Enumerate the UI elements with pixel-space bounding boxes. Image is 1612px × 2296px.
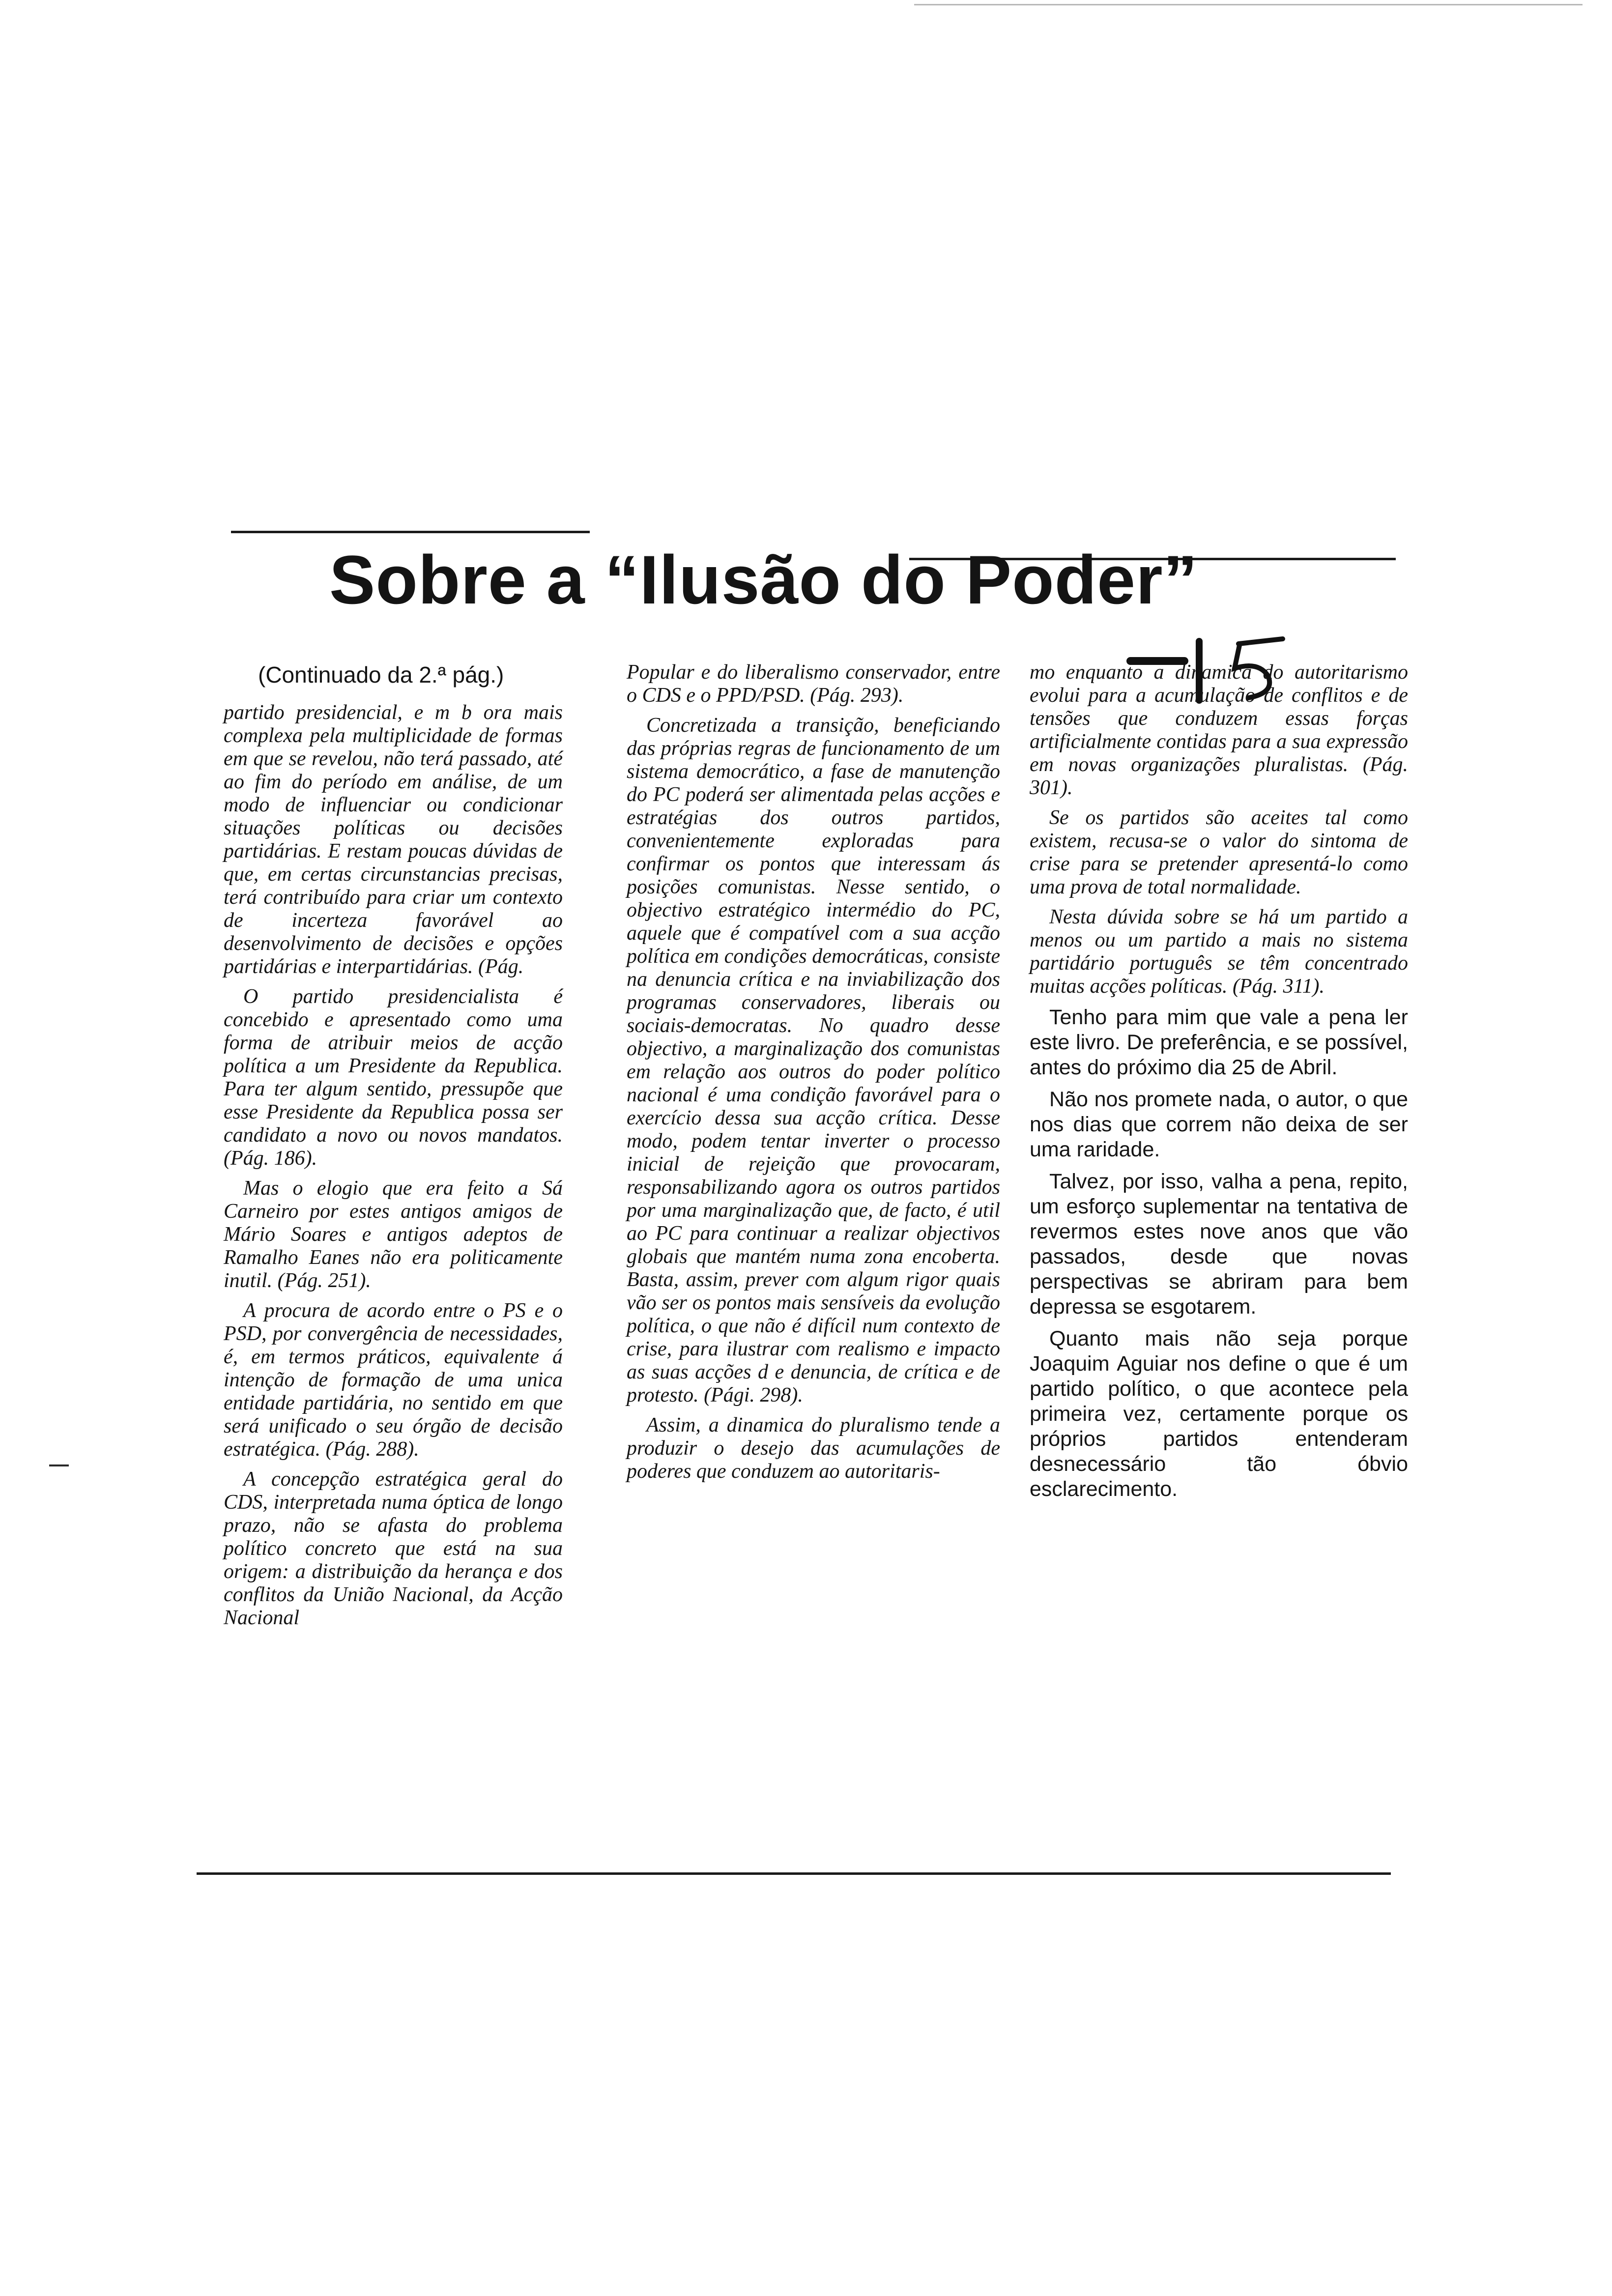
paragraph: Popular e do liberalismo conservador, entre o CDS e o PPD/PSD. (Pág. 293). [627,661,1000,707]
paragraph: mo enquanto a dinamica do autoritarismo evolui para a acumulação de conflitos e de tensões que conduzem essas forças artificialmente contidas para a sua expressão em novas organizações pluralistas. (Pág. 301). [1030,661,1408,799]
article-column-2 [627,661,1000,1490]
paragraph: Nesta dúvida sobre se há um partido a menos ou um partido a mais no sistema partidário português se têm concentrado muitas acções políticas. (Pág. 311). [1030,906,1408,998]
article-headline: Sobre a “Ilusão do Poder” [329,541,1198,618]
paragraph: A concepção estratégica geral do CDS, interpretada numa óptica de longo prazo, não se afasta do problema político concreto que está na sua origem: a distribuição da herança e dos conflitos da União Nacional, da Acção Nacional [224,1468,563,1629]
paragraph: Talvez, por isso, valha a pena, repito, um esforço suplementar na tentativa de revermos estes nove anos que vão passados, desde que novas perspectivas se abriram para bem depressa se esgotarem. [1030,1170,1408,1319]
paragraph: O partido presidencialista é concebido e apresentado como uma forma de atribuir meios de acção política a um Presidente da Republica. Para ter algum sentido, pressupõe que esse Presidente da Republica possa ser candidato a novo ou novos mandatos. (Pág. 186). [224,985,563,1170]
paragraph: Tenho para mim que vale a pena ler este livro. De preferência, e se possível, antes do próximo dia 25 de Abril. [1030,1005,1408,1079]
paragraph: partido presidencial, e m b ora mais complexa pela multiplicidade de formas em que se revelou, não terá passado, até ao fim do período em análise, de um modo de influenciar ou condicionar situações políticas ou decisões partidárias. E restam poucas dúvidas de que, em certas circunstancias precisas, terá contribuído para criar um contexto de incerteza favorável ao desenvolvimento de decisões e opções partidárias e interpartidárias. (Pág. [224,701,563,978]
paragraph: Assim, a dinamica do pluralismo tende a produzir o desejo das acumulações de poderes que conduzem ao autoritaris- [627,1414,1000,1483]
paragraph: Mas o elogio que era feito a Sá Carneiro por estes antigos amigos de Mário Soares e antigos adeptos de Ramalho Eanes não era politicamente inutil. (Pág. 251). [224,1177,563,1292]
continued-note: (Continuado da 2.ª pág.) [258,662,504,688]
paragraph: A procura de acordo entre o PS e o PSD, por convergência de necessidades, é, em termos práticos, equivalente á intenção de formação de uma unica entidade partidária, no sentido em que será unificado o seu órgão de decisão estratégica. (Pág. 288). [224,1299,563,1461]
article-column-3 [1030,661,1408,1509]
header-rule-left [231,531,590,533]
paragraph: Concretizada a transição, beneficiando das próprias regras de funcionamento de um sistema democrático, a fase de manutenção do PC poderá ser alimentada pelas acções e estratégias dos outros partidos, convenientemente exploradas para confirmar os pontos que interessam ás posições comunistas. Nesse sentido, o objectivo estratégico intermédio do PC, aquele que é compatível com a sua acção política em condições democráticas, consiste na denuncia crítica e na inviabilização dos programas conservadores, liberais ou sociais-democratas. No quadro desse objectivo, a marginalização dos comunistas em relação aos outros do poder político nacional é uma condição favorável para o exercício dessa sua acção crítica. Desse modo, podem tentar inverter o processo inicial de rejeição que provocaram, responsabilizando agora os outros partidos por uma marginalização que, de facto, é util ao PC para continuar a realizar objectivos globais que mantém numa zona encoberta. Basta, assim, prever com algum rigor quais vão ser os pontos mais sensíveis da evolução política, o que não é difícil num contexto de crise, para ilustrar com realismo e impacto as suas acções d e denuncia, de crítica e de protesto. (Pági. 298). [627,714,1000,1406]
article-column-1 [224,661,563,1636]
paragraph: Se os partidos são aceites tal como existem, recusa-se o valor do sintoma de crise para se pretender apresentá-lo como uma prova de total normalidade. [1030,806,1408,898]
paragraph: Quanto mais não seja porque Joaquim Aguiar nos define o que é um partido político, o que acontece pela primeira vez, certamente porque os próprios partidos entenderam desnecessário tão óbvio esclarecimento. [1030,1327,1408,1501]
scan-edge-mark-top [914,4,1583,5]
scan-edge-mark-left [49,1464,69,1466]
paragraph: Não nos promete nada, o autor, o que nos dias que correm não deixa de ser uma raridade. [1030,1088,1408,1161]
footer-rule [197,1872,1391,1875]
